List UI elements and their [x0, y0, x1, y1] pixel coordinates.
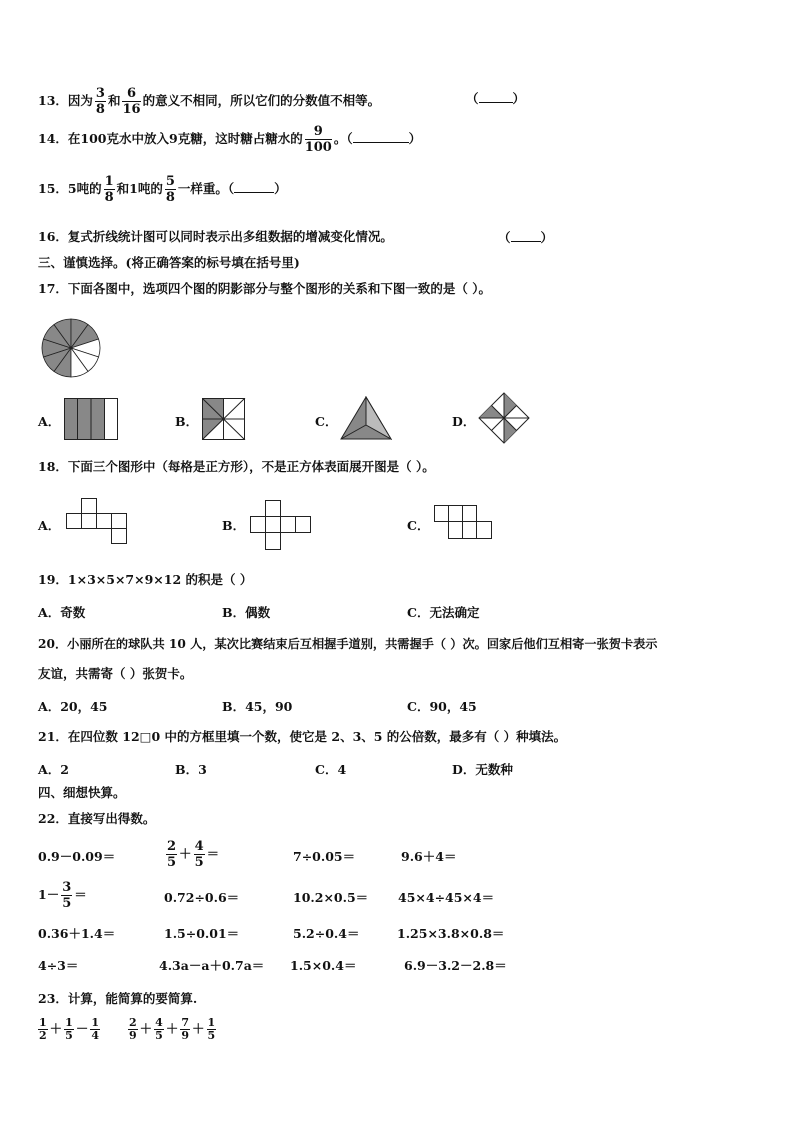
shaded-rectangle-figure	[64, 398, 118, 440]
calc-expression-1: $\frac{1}{2}$ ＋ $\frac{1}{5}$ － $\frac{1}{4}$	[39, 1016, 99, 1042]
option-20-b[interactable]: B．45，90	[222, 699, 293, 714]
question-21: 21．在四位数 12□0 中的方框里填一个数，使它是 2、3、5 的公倍数，最多有（ ）种填法。	[38, 729, 567, 744]
option-20-a[interactable]: A．20，45	[38, 699, 108, 714]
question-20-line2: 友谊，共需寄（ ）张贺卡。	[38, 666, 193, 681]
option-17-c[interactable]: C．	[315, 414, 338, 429]
calc-item: 7÷0.05＝	[293, 849, 356, 864]
question-16: 16．复式折线统计图可以同时表示出多组数据的增减变化情况。	[38, 229, 393, 244]
option-18-c[interactable]: C．	[407, 518, 430, 533]
fraction: $\frac{5}{8}$	[165, 174, 175, 205]
question-17: 17．下面各图中，选项四个图的阴影部分与整个图形的关系和下图一致的是（ ）。	[38, 281, 492, 296]
cube-net-b	[250, 500, 312, 552]
option-21-d[interactable]: D．无数种	[452, 762, 513, 777]
answer-blank-13[interactable]: （ ）	[466, 91, 526, 106]
question-13: 13．因为 $\frac{3}{8}$ 和 $\frac{6}{16}$ 的意义不相同，所以它们的分数值不相等。	[38, 86, 381, 117]
calc-item: 0.36＋1.4＝	[38, 926, 116, 941]
question-20: 20．小丽所在的球队共 10 人，某次比赛结束后互相握手道别，共需握手（ ）次。回家后他们互相寄一张贺卡表示	[38, 637, 658, 651]
option-18-b[interactable]: B．	[222, 518, 246, 533]
option-19-c[interactable]: C．无法确定	[407, 605, 480, 620]
answer-blank-15[interactable]	[234, 180, 274, 193]
question-23: 23．计算，能简算的要简算.	[38, 991, 198, 1006]
answer-blank-14[interactable]	[353, 130, 409, 143]
answer-blank-16[interactable]: （ ）	[498, 230, 554, 245]
option-19-a[interactable]: A．奇数	[38, 605, 86, 620]
fraction: $\frac{1}{8}$	[104, 174, 114, 205]
question-18: 18．下面三个图形中（每格是正方形），不是正方体表面展开图是（ ）。	[38, 459, 435, 474]
section-heading-3: 三、谨慎选择。(将正确答案的标号填在括号里)	[38, 255, 300, 270]
option-21-a[interactable]: A．2	[38, 762, 69, 777]
shaded-diamond-figure	[478, 392, 530, 444]
calc-item: 4.3a－a＋0.7a＝	[159, 958, 265, 973]
calc-item: 5.2÷0.4＝	[293, 926, 360, 941]
calc-item: 1.5÷0.01＝	[164, 926, 240, 941]
option-17-d[interactable]: D．	[452, 414, 476, 429]
fraction: $\frac{3}{8}$	[95, 86, 105, 117]
shaded-square-figure	[202, 398, 246, 440]
option-18-a[interactable]: A．	[38, 518, 61, 533]
fraction: $\frac{6}{16}$	[122, 86, 141, 117]
option-21-c[interactable]: C．4	[315, 762, 347, 777]
calc-item: 0.9－0.09＝	[38, 849, 116, 864]
calc-item: 1.25×3.8×0.8＝	[397, 926, 505, 941]
shaded-circle-figure	[40, 317, 102, 379]
calc-item: 1.5×0.4＝	[290, 958, 357, 973]
option-17-a[interactable]: A．	[38, 414, 61, 429]
shaded-triangle-figure	[340, 396, 392, 440]
option-19-b[interactable]: B．偶数	[222, 605, 271, 620]
question-19: 19．1×3×5×7×9×12 的积是（ ）	[38, 572, 253, 587]
calc-item-fraction: 1－ $\frac{3}{5}$ ＝	[38, 880, 87, 911]
option-20-c[interactable]: C．90，45	[407, 699, 477, 714]
calc-item: 0.72÷0.6＝	[164, 890, 240, 905]
question-14: 14．在100克水中放入9克糖，这时糖占糖水的 $\frac{9}{100}$ 。（ ）	[38, 124, 422, 155]
option-21-b[interactable]: B．3	[175, 762, 207, 777]
section-heading-4: 四、细想快算。	[38, 785, 126, 800]
calc-item: 9.6＋4＝	[401, 849, 457, 864]
calc-item: 10.2×0.5＝	[293, 890, 369, 905]
cube-net-c	[434, 505, 494, 541]
cube-net-a	[66, 498, 128, 550]
calc-item: 4÷3＝	[38, 958, 79, 973]
option-17-b[interactable]: B．	[175, 414, 199, 429]
calc-item-fraction: $\frac{2}{5}$ ＋ $\frac{4}{5}$ ＝	[167, 839, 220, 870]
question-22: 22．直接写出得数。	[38, 811, 156, 826]
fraction: $\frac{9}{100}$	[304, 124, 332, 155]
calc-expression-2: $\frac{2}{9}$ ＋ $\frac{4}{5}$ ＋ $\frac{7}{9}$ ＋ $\frac{1}{5}$	[129, 1016, 216, 1042]
calc-item: 6.9－3.2－2.8＝	[404, 958, 507, 973]
question-15: 15．5吨的 $\frac{1}{8}$ 和1吨的 $\frac{5}{8}$ 一样重。（ ）	[38, 174, 287, 205]
calc-item: 45×4÷45×4＝	[398, 890, 495, 905]
